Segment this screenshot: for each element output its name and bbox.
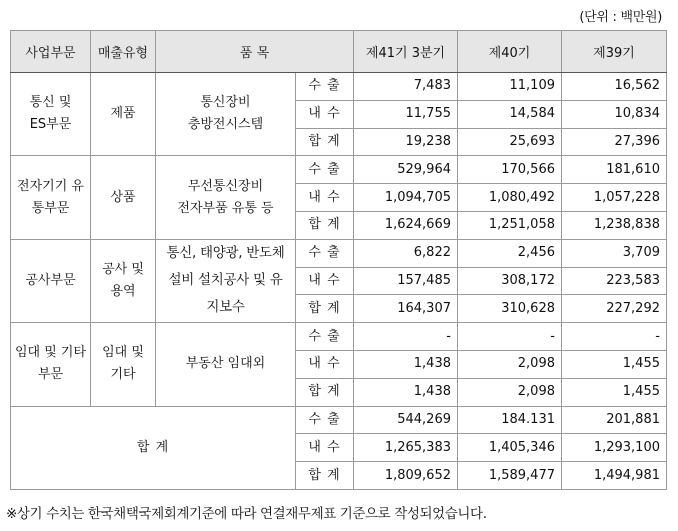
value-cell: 2,456 [458, 239, 562, 267]
division-cell: 전자기기 유 통부문 [11, 156, 91, 239]
sub-label-total: 합 계 [296, 211, 354, 239]
item-cell: 통신, 태양광, 반도체 설비 설치공사 및 유 지보수 [156, 239, 296, 322]
table-row [11, 323, 667, 351]
value-cell: 201,881 [562, 406, 667, 434]
value-cell: 310,628 [458, 295, 562, 323]
value-cell: 14,584 [458, 100, 562, 128]
value-cell: 10,834 [562, 100, 667, 128]
sales-type-cell: 공사 및 용역 [91, 239, 156, 322]
value-cell: 1,057,228 [562, 184, 667, 212]
header-sales-type: 매출유형 [91, 31, 156, 73]
header-division: 사업부문 [11, 31, 91, 73]
sub-label-domestic: 내 수 [296, 434, 354, 462]
sales-table [10, 30, 667, 490]
sub-label-export: 수 출 [296, 406, 354, 434]
value-cell: - [354, 323, 458, 351]
unit-label: (단위 : 백만원) [579, 10, 662, 25]
value-cell: 19,238 [354, 128, 458, 156]
value-cell: 1,251,058 [458, 211, 562, 239]
grand-total-row [11, 406, 667, 434]
value-cell: 308,172 [458, 267, 562, 295]
value-cell: 2,098 [458, 378, 562, 406]
item-cell: 통신장비 충방전시스템 [156, 73, 296, 156]
value-cell: 1,094,705 [354, 184, 458, 212]
value-cell: 157,485 [354, 267, 458, 295]
value-cell: 1,624,669 [354, 211, 458, 239]
table-row [11, 73, 667, 101]
item-cell: 부동산 임대외 [156, 323, 296, 406]
value-cell: 1,809,652 [354, 462, 458, 490]
value-cell: - [458, 323, 562, 351]
value-cell: 1,455 [562, 350, 667, 378]
sub-label-domestic: 내 수 [296, 267, 354, 295]
sub-label-export: 수 출 [296, 239, 354, 267]
value-cell: 11,109 [458, 73, 562, 101]
value-cell: 1,438 [354, 350, 458, 378]
sub-label-total: 합 계 [296, 128, 354, 156]
value-cell: 7,483 [354, 73, 458, 101]
value-cell: 6,822 [354, 239, 458, 267]
value-cell: 227,292 [562, 295, 667, 323]
value-cell: 25,693 [458, 128, 562, 156]
division-cell: 공사부문 [11, 239, 91, 322]
table-row [11, 239, 667, 267]
division-cell: 임대 및 기타 부문 [11, 323, 91, 406]
header-item: 품 목 [156, 31, 354, 73]
value-cell: - [562, 323, 667, 351]
value-cell: 184.131 [458, 406, 562, 434]
sub-label-total: 합 계 [296, 295, 354, 323]
value-cell: 1,265,383 [354, 434, 458, 462]
sub-label-export: 수 출 [296, 323, 354, 351]
value-cell: 3,709 [562, 239, 667, 267]
header-p40: 제40기 [458, 31, 562, 73]
value-cell: 170,566 [458, 156, 562, 184]
sales-type-cell: 상품 [91, 156, 156, 239]
footnote: ※상기 수치는 한국채택국제회계기준에 따라 연결재무제표 기준으로 작성되었습니다. [6, 506, 487, 522]
sales-type-cell: 제품 [91, 73, 156, 156]
value-cell: 529,964 [354, 156, 458, 184]
value-cell: 1,293,100 [562, 434, 667, 462]
sub-label-export: 수 출 [296, 73, 354, 101]
header-p41: 제41기 3분기 [354, 31, 458, 73]
sub-label-domestic: 내 수 [296, 100, 354, 128]
sub-label-export: 수 출 [296, 156, 354, 184]
value-cell: 1,238,838 [562, 211, 667, 239]
sub-label-domestic: 내 수 [296, 350, 354, 378]
header-row [11, 31, 667, 73]
value-cell: 27,396 [562, 128, 667, 156]
value-cell: 1,405,346 [458, 434, 562, 462]
table-row [11, 156, 667, 184]
value-cell: 1,455 [562, 378, 667, 406]
grand-total-label: 합 계 [11, 406, 296, 489]
value-cell: 181,610 [562, 156, 667, 184]
sub-label-domestic: 내 수 [296, 184, 354, 212]
sub-label-total: 합 계 [296, 378, 354, 406]
value-cell: 1,494,981 [562, 462, 667, 490]
division-cell: 통신 및 ES부문 [11, 73, 91, 156]
sales-type-cell: 임대 및 기타 [91, 323, 156, 406]
value-cell: 1,589,477 [458, 462, 562, 490]
header-p39: 제39기 [562, 31, 667, 73]
value-cell: 11,755 [354, 100, 458, 128]
value-cell: 544,269 [354, 406, 458, 434]
value-cell: 164,307 [354, 295, 458, 323]
item-cell: 무선통신장비 전자부품 유통 등 [156, 156, 296, 239]
sub-label-total: 합 계 [296, 462, 354, 490]
value-cell: 1,438 [354, 378, 458, 406]
value-cell: 2,098 [458, 350, 562, 378]
value-cell: 16,562 [562, 73, 667, 101]
value-cell: 223,583 [562, 267, 667, 295]
value-cell: 1,080,492 [458, 184, 562, 212]
